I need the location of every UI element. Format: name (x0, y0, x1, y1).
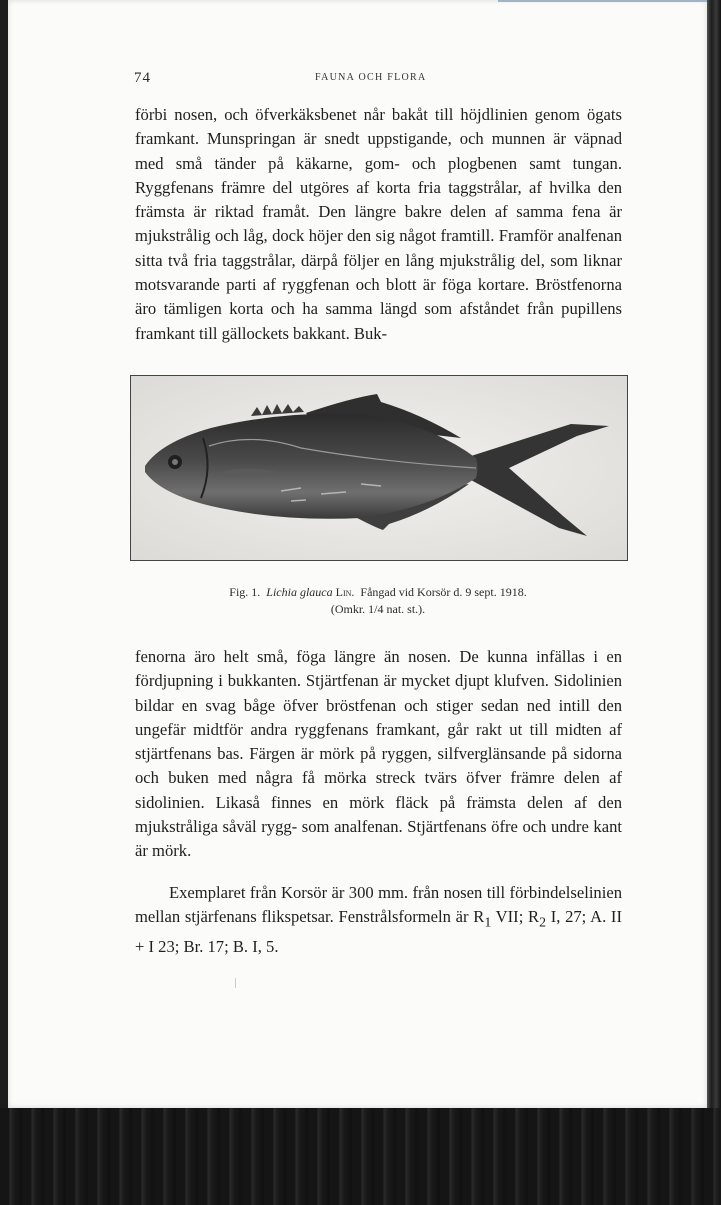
paragraph-3-text-a: Exemplaret från Korsör är 300 mm. från nosen till förbindelselinien mellan stjärfenans flikspetsar. Fenstrålsformeln är R (135, 883, 622, 927)
paragraph-3-text-b: VII; R (491, 907, 540, 927)
subscript-1: 1 (484, 914, 492, 930)
page-number: 74 (134, 70, 151, 86)
figure-caption (130, 584, 626, 618)
catch-info: Fångad vid Korsör d. 9 sept. 1918. (360, 585, 527, 599)
species-name: Lichia glauca (266, 585, 333, 599)
paragraph-2: fenorna äro helt små, föga längre än nosen. De kunna infällas i en fördjupning i bukkanten. Stjärtfenan är mycket djupt klufven. Sidolinien bildar en svag båge öfver bröstfenan och stiger sedan ned intill den ungefär midtför andra ryggfenans framkant, går rakt ut till midten af stjärtfenans bas. Färgen är mörk på ryggen, silfverglänsande på sidorna och buken med några få mörka streck tvärs öfver främre delen af sidolinien. Likaså finnes en mörk fläck på främsta delen af den mjukstråliga såväl rygg- som analfenan. Stjärtfenans öfre och undre kant är mörk. (135, 647, 622, 861)
scan-page-edge (705, 0, 721, 1108)
fish-photograph (130, 375, 628, 561)
scan-speck (235, 978, 236, 988)
scan-top-edge (498, 0, 707, 2)
scan-background-strip (0, 1108, 721, 1205)
caption-line-1 (130, 584, 626, 601)
species-author: Lin. (335, 585, 355, 599)
running-head: FAUNA OCH FLORA (315, 72, 427, 83)
subscript-2: 2 (539, 914, 546, 930)
fish-illustration (131, 376, 627, 560)
scale-note: (Omkr. 1/4 nat. st.). (330, 602, 426, 616)
paragraph-1: förbi nosen, och öfverkäksbenet når bakåt till höjdlinien genom ögats framkant. Munspringan är snedt uppstigande, och munnen är väpnad med små tänder på käkarne, gom- och plogbenen samt tungan. Ryggfenans främre del utgöres af korta fria taggstrålar, af hvilka den främsta är riktad framåt. Den längre bakre delen af samma fena är mjukstrålig och låg, dock höjer den sig något framtill. Framför analfenan sitta två fria taggstrålar, därpå följer en lång mjukstrålig del, som liknar motsvarande parti af ryggfenan och blott är föga kortare. Bröstfenorna äro tämligen korta och ha samma längd som afståndet från pupillens framkant till gällockets bakkant. Buk- (135, 105, 622, 343)
figure-label: Fig. 1. (229, 585, 261, 599)
paragraph-3-text-c: I, 27; A. II + I 23; Br. 17; B. I, 5. (135, 907, 622, 956)
paragraph-3 (135, 881, 622, 959)
